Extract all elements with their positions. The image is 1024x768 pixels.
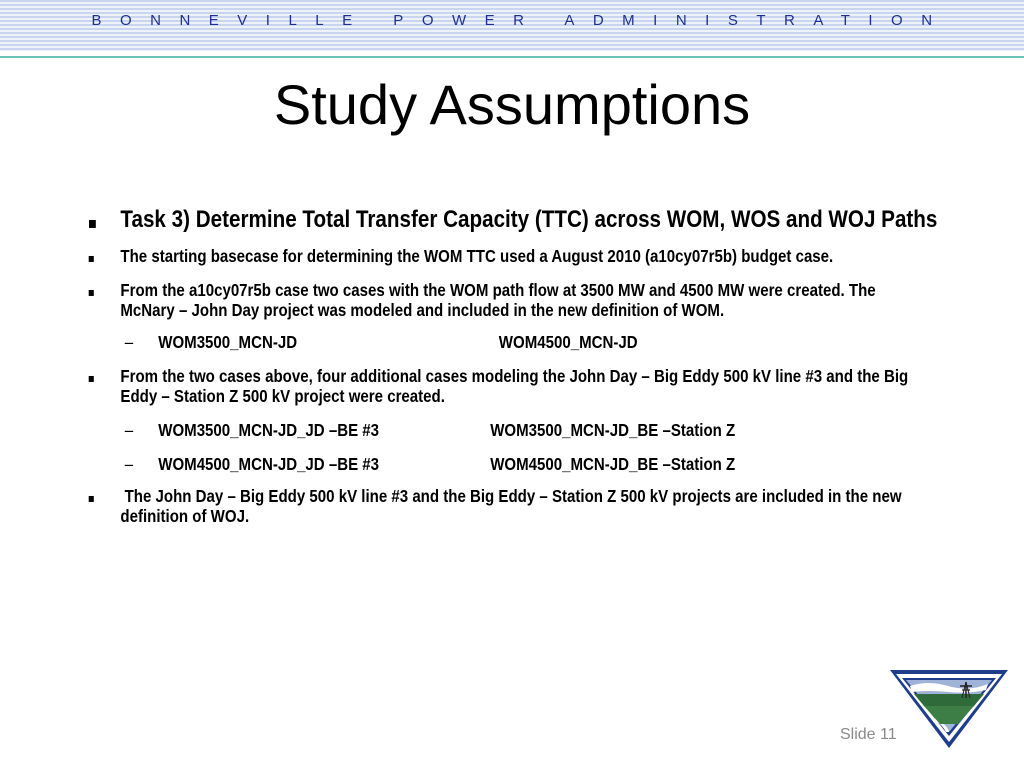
bullet-item [86, 280, 934, 320]
bullet-text: Task 3) Determine Total Transfer Capacity (TTC) across WOM, WOS and WOJ Paths [120, 206, 938, 233]
slide-number: Slide 11 [840, 726, 897, 743]
bullet-text: From the a10cy07r5b case two cases with the WOM path flow at 3500 MW and 4500 MW were created. The McNary – John Day project was modeled and included in the new definition of WOM. [120, 280, 876, 320]
bullet-marker: ▪ [87, 285, 95, 299]
sub-item-right: WOM3500_MCN-JD_BE –Station Z [490, 420, 736, 440]
sub-item-left: WOM3500_MCN-JD_JD –BE #3 [158, 420, 380, 440]
bullet-item [86, 486, 934, 526]
sub-item [86, 332, 972, 352]
sub-marker: – [124, 420, 134, 440]
bullet-marker: ▪ [87, 213, 98, 232]
sub-item-left: WOM4500_MCN-JD_JD –BE #3 [158, 454, 380, 474]
sub-marker: – [124, 454, 134, 474]
bullet-text: The John Day – Big Eddy 500 kV line #3 and the Big Eddy – Station Z 500 kV projects are included in the new definition of WOJ. [120, 486, 906, 526]
sub-item-right: WOM4500_MCN-JD_BE –Station Z [490, 454, 736, 474]
slide-title: Study Assumptions [273, 73, 751, 136]
sub-item-left: WOM3500_MCN-JD [158, 332, 298, 352]
sub-marker: – [124, 332, 134, 352]
bullet-text: The starting basecase for determining the WOM TTC used a August 2010 (a10cy07r5b) budget case. [120, 246, 834, 266]
bullet-marker: ▪ [87, 491, 95, 505]
sub-item [86, 454, 972, 474]
bullet-marker: ▪ [87, 251, 95, 265]
bullet-item [86, 206, 978, 234]
bpa-logo-icon [888, 668, 1010, 750]
bullet-marker: ▪ [87, 371, 95, 385]
sub-item-right: WOM4500_MCN-JD [498, 332, 638, 352]
bullet-item [86, 246, 934, 266]
bullet-item [86, 366, 934, 406]
slide-body [86, 206, 946, 526]
header-divider [0, 56, 1024, 58]
organization-name: BONNEVILLE POWER ADMINISTRATION [91, 12, 951, 29]
sub-item [86, 420, 972, 440]
bullet-text: From the two cases above, four additional cases modeling the John Day – Big Eddy 500 kV line #3 and the Big Eddy – Station Z 500 kV project were created. [120, 366, 909, 406]
